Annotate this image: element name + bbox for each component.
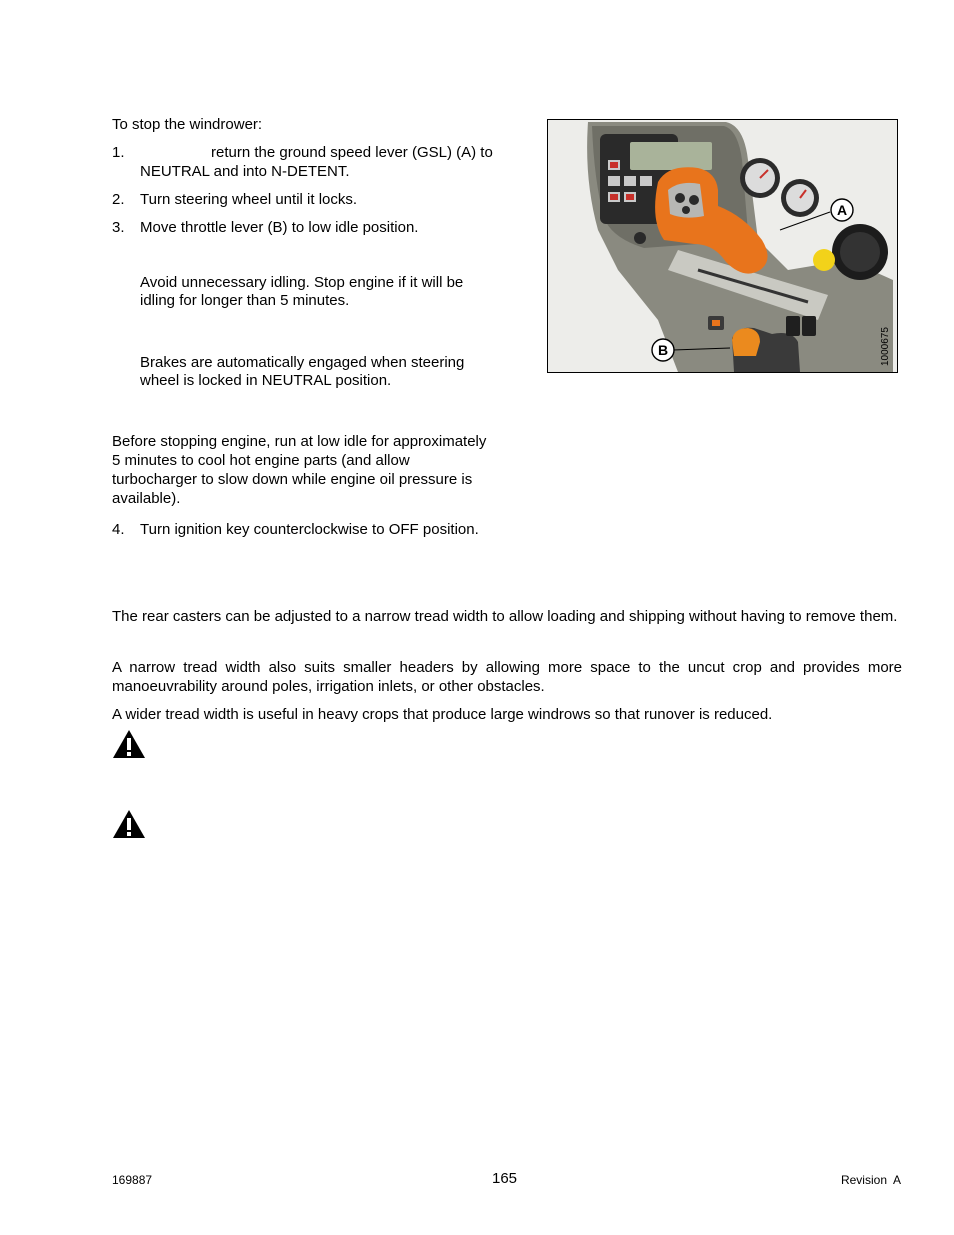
footer-revision: Revision A <box>840 1173 901 1187</box>
casters-paragraph-2: A narrow tread width also suits smaller headers by allowing more space to the uncut crop and provides more manoeuvrability around poles, irrigation inlets, or other obstacles. <box>112 659 902 695</box>
important-line1: Before stopping engine, run at low idle for approximately <box>112 433 487 450</box>
idle-note-line1: Avoid unnecessary idling. Stop engine if it will be <box>140 274 464 291</box>
step-2-text: Turn steering wheel until it locks. <box>140 191 358 208</box>
cab-controls-figure <box>547 119 898 373</box>
important-line4: available). <box>112 490 181 507</box>
step-4-number: 4. <box>112 521 125 538</box>
step-1-number: 1. <box>112 144 125 161</box>
footer-page-number: 165 <box>492 1170 518 1187</box>
warning-icon <box>112 809 146 839</box>
casters-paragraph-1: The rear casters can be adjusted to a narrow tread width to allow loading and shipping without having to remove them. <box>112 608 898 625</box>
brakes-note-line1: Brakes are automatically engaged when steering <box>140 354 465 371</box>
intro-text: To stop the windrower: <box>112 116 263 133</box>
figure-ref-id: 1000675 <box>880 327 891 366</box>
casters-paragraph-3: A wider tread width is useful in heavy crops that produce large windrows so that runover is reduced. <box>112 706 773 723</box>
idle-note-line2: idling for longer than 5 minutes. <box>140 292 350 309</box>
callout-b-label: B <box>657 342 669 358</box>
step-3-number: 3. <box>112 219 125 236</box>
step-2-number: 2. <box>112 191 125 208</box>
cab-controls-illustration <box>548 120 897 372</box>
important-line3: turbocharger to slow down while engine oil pressure is <box>112 471 473 488</box>
step-4-text: Turn ignition key counterclockwise to OFF position. <box>140 521 479 538</box>
brakes-note-line2: wheel is locked in NEUTRAL position. <box>140 372 392 389</box>
callout-a-label: A <box>836 202 848 218</box>
warning-icon <box>112 729 146 759</box>
step-3-text: Move throttle lever (B) to low idle position. <box>140 219 419 236</box>
step-1-text-line2: NEUTRAL and into N-DETENT. <box>140 163 350 180</box>
footer-doc-number: 169887 <box>112 1173 153 1187</box>
step-1-text-line1: return the ground speed lever (GSL) (A) to <box>211 144 493 161</box>
important-line2: 5 minutes to cool hot engine parts (and allow <box>112 452 410 469</box>
